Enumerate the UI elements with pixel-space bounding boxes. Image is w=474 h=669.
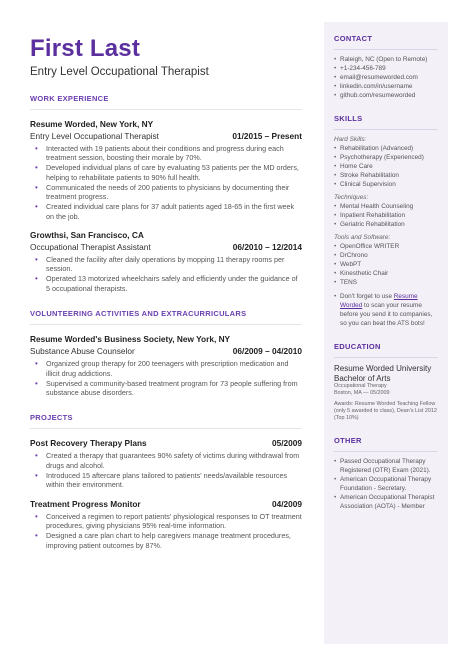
volunteer-org: Resume Worded's Business Society, New York, NY [30,334,231,345]
work-role-row [30,131,302,141]
list-item: • WebPT [334,260,438,269]
resume-tip [334,292,438,328]
work-role: Occupational Therapist Assistant [30,242,151,253]
tools-label: Tools and Software: [334,234,391,241]
contact-heading: CONTACT [334,34,373,43]
volunteering-heading: VOLUNTEERING ACTIVITIES AND EXTRACURRICULARS [30,309,247,319]
project-name: Post Recovery Therapy Plans [30,438,147,449]
education-degree: Bachelor of Arts [334,374,391,383]
work-bullets [30,144,302,221]
work-dates: 06/2010 – 12/2014 [232,242,302,253]
list-item: • Rehabilitation (Advanced) [334,144,438,153]
volunteer-dates: 06/2009 – 04/2010 [232,346,302,357]
project-title-row [30,499,302,509]
list-item: • Passed Occupational Therapy Registered (OTR) Exam (2021). [334,457,438,475]
projects-heading: PROJECTS [30,413,73,423]
list-item: • OpenOffice WRITER [334,242,438,251]
list-item: • Geriatric Rehabilitation [334,220,438,229]
other-heading: OTHER [334,436,362,445]
tools-list [334,242,438,287]
education-location-dates: Boston, MA — 05/2009 [334,390,390,396]
contact-github[interactable]: • github.com/resumeworded [334,91,438,100]
contact-location: • Raleigh, NC (Open to Remote) [334,55,438,64]
section-divider [334,357,438,358]
tip-text-before: Don't forget to use [340,293,394,300]
list-item: • Inpatient Rehabilitation [334,211,438,220]
candidate-title: Entry Level Occupational Therapist [30,66,209,78]
list-item: • DrChrono [334,251,438,260]
list-item: • TENS [334,278,438,287]
work-dates: 01/2015 – Present [232,131,302,141]
list-item: • American Occupational Therapy Foundation - Secretary. [334,475,438,493]
techniques-label: Techniques: [334,194,369,201]
education-field: Occupational Therapy [334,383,387,389]
list-item: • Kinesthetic Chair [334,269,438,278]
work-entry [30,230,302,293]
education-awards: Awards: Resume Worded Teaching Fellow (only 5 awarded to class), Dean's List 2012 (Top 10%) [334,401,437,421]
list-item: • Mental Health Counseling [334,202,438,211]
tip-text-after: to scan your resume before you send it to companies, so you can beat the ATS bots! [340,302,433,327]
skills-heading: SKILLS [334,114,363,123]
project-bullets [30,451,302,489]
candidate-name: First Last [30,35,141,62]
resume-worded-link[interactable]: Resume Worded [340,293,418,309]
project-entry [30,499,302,550]
education-school: Resume Worded University [334,364,432,373]
project-bullets [30,512,302,550]
volunteer-bullets [30,359,302,397]
volunteer-role-row [30,346,302,356]
main-column [30,36,302,551]
techniques-list [334,202,438,229]
volunteer-role: Substance Abuse Counselor [30,346,135,357]
other-list [334,457,438,511]
list-item: • Developed individual plans of care by evaluating 53 patients per the MD orders, helping to rehabilitate patients to 90% full health. [46,163,302,182]
section-divider [334,451,438,452]
list-item: • Designed a care plan chart to help caregivers manage treatment procedures, improving patient outcomes by 87%. [46,531,302,550]
hard-skills-label: Hard Skills: [334,136,367,143]
list-item: • Psychotherapy (Experienced) [334,153,438,162]
section-divider [30,324,302,325]
list-item: • Communicated the needs of 200 patients to physicians by documenting their treatment progress. [46,183,302,202]
section-divider [334,129,438,130]
list-item: • Conceived a regimen to report patients' physiological responses to OT treatment procedures, giving physicians 95% real-time information. [46,512,302,531]
list-item: • Created individual care plans for 37 adult patients aged 18-65 in the first week on the job. [46,202,302,221]
work-role-row [30,242,302,252]
contact-linkedin[interactable]: • linkedin.com/in/username [334,82,438,91]
project-entry [30,438,302,489]
contact-list [334,55,438,100]
project-title-row [30,438,302,448]
list-item: • Clinical Supervision [334,180,438,189]
work-experience-heading: WORK EXPERIENCE [30,94,109,103]
work-company: Growthsi, San Francisco, CA [30,230,144,241]
list-item: • Organized group therapy for 200 teenagers with prescription medication and illicit drug addictions. [46,359,302,378]
list-item: • Introduced 15 aftercare plans tailored to patients' needs/available resources within their environment. [46,471,302,490]
list-item: • Supervised a community-based treatment program for 73 people suffering from substance abuse disorders. [46,379,302,398]
section-divider [334,49,438,50]
project-name: Treatment Progress Monitor [30,498,141,509]
hard-skills-list [334,144,438,189]
project-date: 04/2009 [272,498,302,509]
list-item: • Home Care [334,162,438,171]
list-item: • American Occupational Therapist Association (AOTA) - Member [334,493,438,511]
list-item: • Created a therapy that guarantees 90% safety of victims during withdrawal from drugs and alcohol. [46,451,302,470]
volunteer-entry [30,334,302,397]
list-item: • Operated 13 motorized wheelchairs safely and efficiently under the guidance of 5 occupational therapists. [46,274,302,293]
contact-phone[interactable]: • +1-234-456-789 [334,64,438,73]
work-role: Entry Level Occupational Therapist [30,131,159,141]
sidebar [324,22,448,644]
work-company: Resume Worded, New York, NY [30,119,154,129]
section-divider [30,428,302,429]
education-heading: EDUCATION [334,342,381,351]
contact-email[interactable]: • email@resumeworded.com [334,73,438,82]
section-divider [30,109,302,110]
list-item: • Interacted with 19 patients about their conditions and progress during each treatment session, boosting their morale by 70%. [46,144,302,163]
list-item: • Stroke Rehabilitation [334,171,438,180]
list-item: • Cleaned the facility after daily operations by mopping 11 therapy rooms per session. [46,255,302,274]
work-bullets [30,255,302,293]
work-entry [30,119,302,221]
project-date: 05/2009 [272,438,302,449]
